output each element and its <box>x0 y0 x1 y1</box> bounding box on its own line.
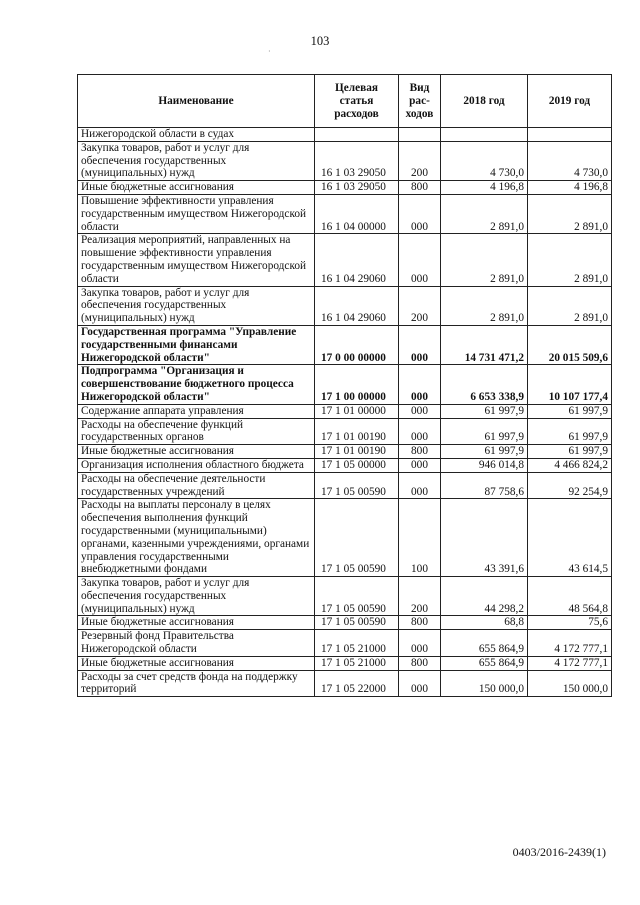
table-row <box>78 325 612 364</box>
row-value-2019: 92 254,9 <box>528 472 612 499</box>
row-name: Резервный фонд Правительства Нижегородской области <box>78 630 315 657</box>
table-row <box>78 141 612 180</box>
row-value-2019: 4 730,0 <box>528 141 612 180</box>
row-value-2019: 20 015 509,6 <box>528 325 612 364</box>
row-value-2018: 61 997,9 <box>441 418 528 445</box>
row-value-2018: 655 864,9 <box>441 656 528 670</box>
row-value-2019: 4 466 824,2 <box>528 458 612 472</box>
row-value-2018 <box>441 128 528 142</box>
row-value-2019: 2 891,0 <box>528 286 612 325</box>
row-name: Нижегородской области в судах <box>78 128 315 142</box>
row-name: Повышение эффективности управления государственным имуществом Нижегородской области <box>78 194 315 233</box>
row-value-2019 <box>528 128 612 142</box>
row-vid: 800 <box>399 445 441 459</box>
row-code: 16 1 04 29060 <box>315 234 399 286</box>
row-vid: 200 <box>399 577 441 616</box>
row-vid <box>399 128 441 142</box>
row-value-2018: 61 997,9 <box>441 445 528 459</box>
row-value-2018: 68,8 <box>441 616 528 630</box>
row-value-2019: 4 196,8 <box>528 181 612 195</box>
row-name: Содержание аппарата управления <box>78 404 315 418</box>
row-name: Расходы на обеспечение функций государственных органов <box>78 418 315 445</box>
table-row <box>78 577 612 616</box>
row-vid: 000 <box>399 325 441 364</box>
row-vid: 000 <box>399 630 441 657</box>
row-code: 17 1 05 22000 <box>315 670 399 697</box>
row-vid: 800 <box>399 181 441 195</box>
row-value-2018: 2 891,0 <box>441 194 528 233</box>
row-value-2019: 2 891,0 <box>528 234 612 286</box>
header-2018: 2018 год <box>441 75 528 128</box>
row-vid: 200 <box>399 286 441 325</box>
budget-table <box>77 74 612 697</box>
row-value-2018: 87 758,6 <box>441 472 528 499</box>
row-name: Закупка товаров, работ и услуг для обеспечения государственных (муниципальных) нужд <box>78 577 315 616</box>
table-header-row <box>78 75 612 128</box>
row-vid: 000 <box>399 404 441 418</box>
header-2019: 2019 год <box>528 75 612 128</box>
row-value-2018: 61 997,9 <box>441 404 528 418</box>
row-code: 17 1 05 00590 <box>315 472 399 499</box>
table-row <box>78 616 612 630</box>
row-code: 17 1 05 00590 <box>315 577 399 616</box>
table-row <box>78 404 612 418</box>
row-code <box>315 128 399 142</box>
row-value-2018: 946 014,8 <box>441 458 528 472</box>
row-code: 17 0 00 00000 <box>315 325 399 364</box>
row-code: 16 1 03 29050 <box>315 181 399 195</box>
table-row <box>78 472 612 499</box>
row-value-2018: 6 653 338,9 <box>441 365 528 404</box>
row-value-2019: 4 172 777,1 <box>528 656 612 670</box>
table-row <box>78 670 612 697</box>
table-row <box>78 234 612 286</box>
row-name: Иные бюджетные ассигнования <box>78 616 315 630</box>
row-vid: 800 <box>399 616 441 630</box>
row-name: Иные бюджетные ассигнования <box>78 656 315 670</box>
row-value-2018: 150 000,0 <box>441 670 528 697</box>
row-code: 17 1 05 00590 <box>315 499 399 577</box>
row-value-2019: 61 997,9 <box>528 404 612 418</box>
row-value-2019: 61 997,9 <box>528 418 612 445</box>
header-code: Целевая статья расходов <box>315 75 399 128</box>
row-vid: 000 <box>399 670 441 697</box>
row-name: Закупка товаров, работ и услуг для обеспечения государственных (муниципальных) нужд <box>78 141 315 180</box>
row-value-2018: 4 196,8 <box>441 181 528 195</box>
row-vid: 000 <box>399 194 441 233</box>
row-value-2019: 2 891,0 <box>528 194 612 233</box>
row-value-2018: 655 864,9 <box>441 630 528 657</box>
table-row <box>78 630 612 657</box>
row-name: Расходы на выплаты персоналу в целях обеспечения выполнения функций государственными (муниципальными) органами, казенными учреждениями, органами управления государственными внебюджетными фондами <box>78 499 315 577</box>
row-name: Подпрограмма "Организация и совершенствование бюджетного процесса Нижегородской области" <box>78 365 315 404</box>
row-name: Расходы на обеспечение деятельности государственных учреждений <box>78 472 315 499</box>
row-code: 17 1 05 00590 <box>315 616 399 630</box>
row-name: Иные бюджетные ассигнования <box>78 445 315 459</box>
table-row <box>78 128 612 142</box>
row-value-2018: 2 891,0 <box>441 286 528 325</box>
row-name: Расходы за счет средств фонда на поддержку территорий <box>78 670 315 697</box>
row-value-2018: 14 731 471,2 <box>441 325 528 364</box>
row-vid: 000 <box>399 418 441 445</box>
row-code: 17 1 05 00000 <box>315 458 399 472</box>
row-value-2018: 43 391,6 <box>441 499 528 577</box>
table-row <box>78 418 612 445</box>
row-value-2019: 75,6 <box>528 616 612 630</box>
table-row <box>78 656 612 670</box>
row-code: 17 1 05 21000 <box>315 656 399 670</box>
row-name: Государственная программа "Управление государственными финансами Нижегородской области" <box>78 325 315 364</box>
row-value-2018: 4 730,0 <box>441 141 528 180</box>
row-code: 16 1 03 29050 <box>315 141 399 180</box>
row-vid: 800 <box>399 656 441 670</box>
document-code: 0403/2016-2439(1) <box>512 845 606 859</box>
row-name: Закупка товаров, работ и услуг для обеспечения государственных (муниципальных) нужд <box>78 286 315 325</box>
table-row <box>78 286 612 325</box>
row-vid: 100 <box>399 499 441 577</box>
row-name: Реализация мероприятий, направленных на повышение эффективности управления государственным имуществом Нижегородской области <box>78 234 315 286</box>
table-row <box>78 499 612 577</box>
row-value-2019: 48 564,8 <box>528 577 612 616</box>
table-row <box>78 445 612 459</box>
table-row <box>78 181 612 195</box>
scan-speck: · <box>268 47 271 56</box>
header-name: Наименование <box>78 75 315 128</box>
row-value-2018: 2 891,0 <box>441 234 528 286</box>
row-code: 17 1 00 00000 <box>315 365 399 404</box>
row-value-2018: 44 298,2 <box>441 577 528 616</box>
row-code: 16 1 04 00000 <box>315 194 399 233</box>
row-vid: 000 <box>399 472 441 499</box>
row-code: 17 1 01 00190 <box>315 418 399 445</box>
row-code: 17 1 01 00000 <box>315 404 399 418</box>
table-row <box>78 458 612 472</box>
table-row <box>78 365 612 404</box>
row-vid: 000 <box>399 234 441 286</box>
row-code: 17 1 05 21000 <box>315 630 399 657</box>
table-row <box>78 194 612 233</box>
row-value-2019: 61 997,9 <box>528 445 612 459</box>
row-vid: 000 <box>399 458 441 472</box>
row-value-2019: 43 614,5 <box>528 499 612 577</box>
row-name: Организация исполнения областного бюджета <box>78 458 315 472</box>
header-vid: Вид рас-ходов <box>399 75 441 128</box>
row-name: Иные бюджетные ассигнования <box>78 181 315 195</box>
row-value-2019: 4 172 777,1 <box>528 630 612 657</box>
page-number: 103 <box>310 34 330 48</box>
row-value-2019: 150 000,0 <box>528 670 612 697</box>
row-vid: 000 <box>399 365 441 404</box>
row-code: 17 1 01 00190 <box>315 445 399 459</box>
row-code: 16 1 04 29060 <box>315 286 399 325</box>
row-value-2019: 10 107 177,4 <box>528 365 612 404</box>
row-vid: 200 <box>399 141 441 180</box>
